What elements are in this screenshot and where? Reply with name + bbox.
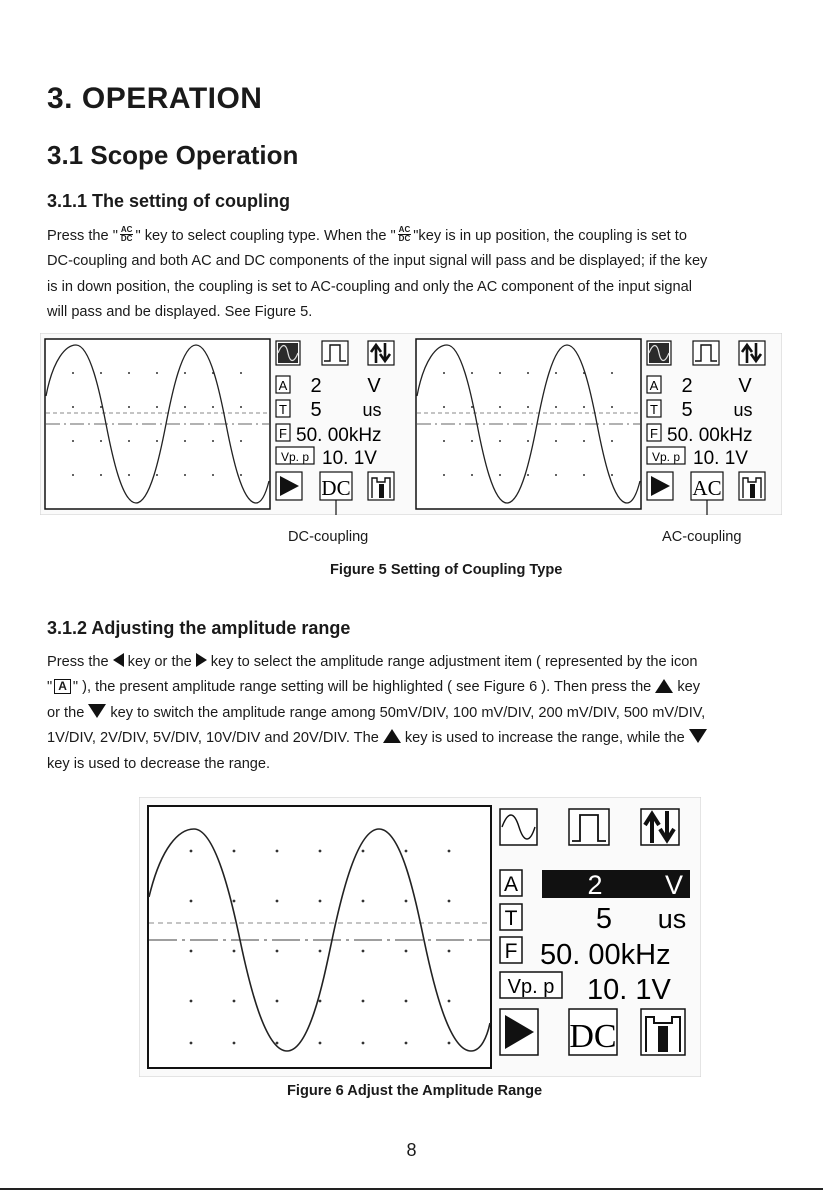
right-triangle-icon: [196, 653, 207, 667]
amp-label: A: [503, 873, 519, 896]
ac-coupling-label: AC-coupling: [662, 529, 742, 545]
amplitude-heading: 3.1.2 Adjusting the amplitude range: [47, 618, 351, 638]
coupling-dc-label: DC: [569, 1018, 617, 1055]
time-value: 5: [681, 399, 693, 421]
up-down-arrows-icon: [641, 809, 679, 845]
vpp-label: Vp. p: [651, 450, 681, 464]
time-label: T: [650, 402, 658, 417]
amplitude-line-3: or the key to switch the amplitude range among 50mV/DIV, 100 mV/DIV, 200 mV/DIV, 500 mV/DIV,: [47, 704, 706, 721]
amp-value: 2: [681, 375, 693, 397]
amplitude-a-icon: A: [54, 679, 71, 694]
amp-label: A: [278, 378, 288, 393]
amplitude-line-4: 1V/DIV, 2V/DIV, 5V/DIV, 10V/DIV and 20V/DIV. The key is used to increase the range, while the: [47, 726, 782, 751]
coupling-ac-label: AC: [692, 476, 722, 500]
amp-unit: V: [664, 870, 684, 900]
coupling-line-3: is in down position, the coupling is set to AC-coupling and only the AC component of the input signal: [47, 278, 692, 295]
freq-value: 50. 00kHz: [667, 425, 753, 446]
time-value: 5: [595, 903, 613, 935]
figure-5-caption: Figure 5 Setting of Coupling Type: [330, 562, 563, 578]
figure-6-caption: Figure 6 Adjust the Amplitude Range: [287, 1083, 543, 1099]
vpp-label: Vp. p: [280, 450, 310, 464]
vpp-value: 10. 1V: [693, 448, 748, 469]
coupling-line-1: Press the " $\frac{AC}{DC}$ " key to select coupling type. When the " $\frac{AC}{DC}$ "key is in up position, the coupling is set to: [47, 224, 687, 244]
amplitude-line-1: Press the key or the key to select the amplitude range adjustment item ( represented by the icon: [47, 654, 698, 670]
scope-ac: [416, 339, 765, 515]
up-down-arrows-icon: [368, 341, 394, 365]
down-triangle-icon: [689, 729, 707, 743]
dc-coupling-label: DC-coupling: [288, 529, 369, 545]
subsection-title: 3.1 Scope Operation: [47, 140, 299, 170]
amp-unit: V: [738, 375, 752, 397]
coupling-line-2: DC-coupling and both AC and DC components of the input signal will pass and be displayed; if the key: [47, 253, 708, 270]
figure-6: [139, 797, 701, 1077]
time-label: T: [279, 402, 287, 417]
coupling-line-4: will pass and be displayed. See Figure 5.: [47, 304, 313, 321]
amp-label: A: [649, 378, 659, 393]
freq-label: F: [504, 940, 518, 963]
freq-value: 50. 00kHz: [296, 425, 382, 446]
amp-unit: V: [367, 375, 381, 397]
coupling-heading: 3.1.1 The setting of coupling: [47, 191, 291, 211]
page-number: 8: [406, 1140, 417, 1160]
down-triangle-icon: [88, 704, 106, 718]
time-unit: us: [362, 400, 382, 420]
amp-value: 2: [587, 870, 603, 900]
up-triangle-icon: [655, 679, 673, 693]
time-unit: us: [657, 904, 687, 934]
vpp-label: Vp. p: [507, 976, 555, 998]
figure-5: [40, 333, 782, 515]
time-label: T: [504, 907, 518, 930]
up-triangle-icon: [383, 729, 401, 743]
freq-value: 50. 00kHz: [540, 939, 671, 971]
page-bottom-rule: [0, 1188, 823, 1190]
coupling-paragraph: [47, 224, 782, 326]
up-down-arrows-icon: [739, 341, 765, 365]
left-triangle-icon: [113, 653, 124, 667]
vpp-value: 10. 1V: [322, 448, 377, 469]
amplitude-line-5: key is used to decrease the range.: [47, 755, 271, 772]
section-title: 3. OPERATION: [47, 82, 263, 115]
time-unit: us: [733, 400, 753, 420]
amplitude-paragraph: [47, 650, 782, 777]
vpp-value: 10. 1V: [587, 974, 671, 1006]
freq-label: F: [279, 426, 287, 441]
time-value: 5: [310, 399, 322, 421]
scope-dc: [45, 339, 394, 515]
freq-label: F: [650, 426, 658, 441]
amp-value: 2: [310, 375, 322, 397]
ac-dc-key-icon: $\frac{AC}{DC}$: [398, 224, 411, 243]
amplitude-line-2: " A " ), the present amplitude range setting will be highlighted ( see Figure 6 ). Then press the key: [47, 679, 701, 696]
coupling-dc-label: DC: [321, 476, 351, 500]
ac-dc-key-icon: $\frac{AC}{DC}$: [120, 224, 133, 243]
